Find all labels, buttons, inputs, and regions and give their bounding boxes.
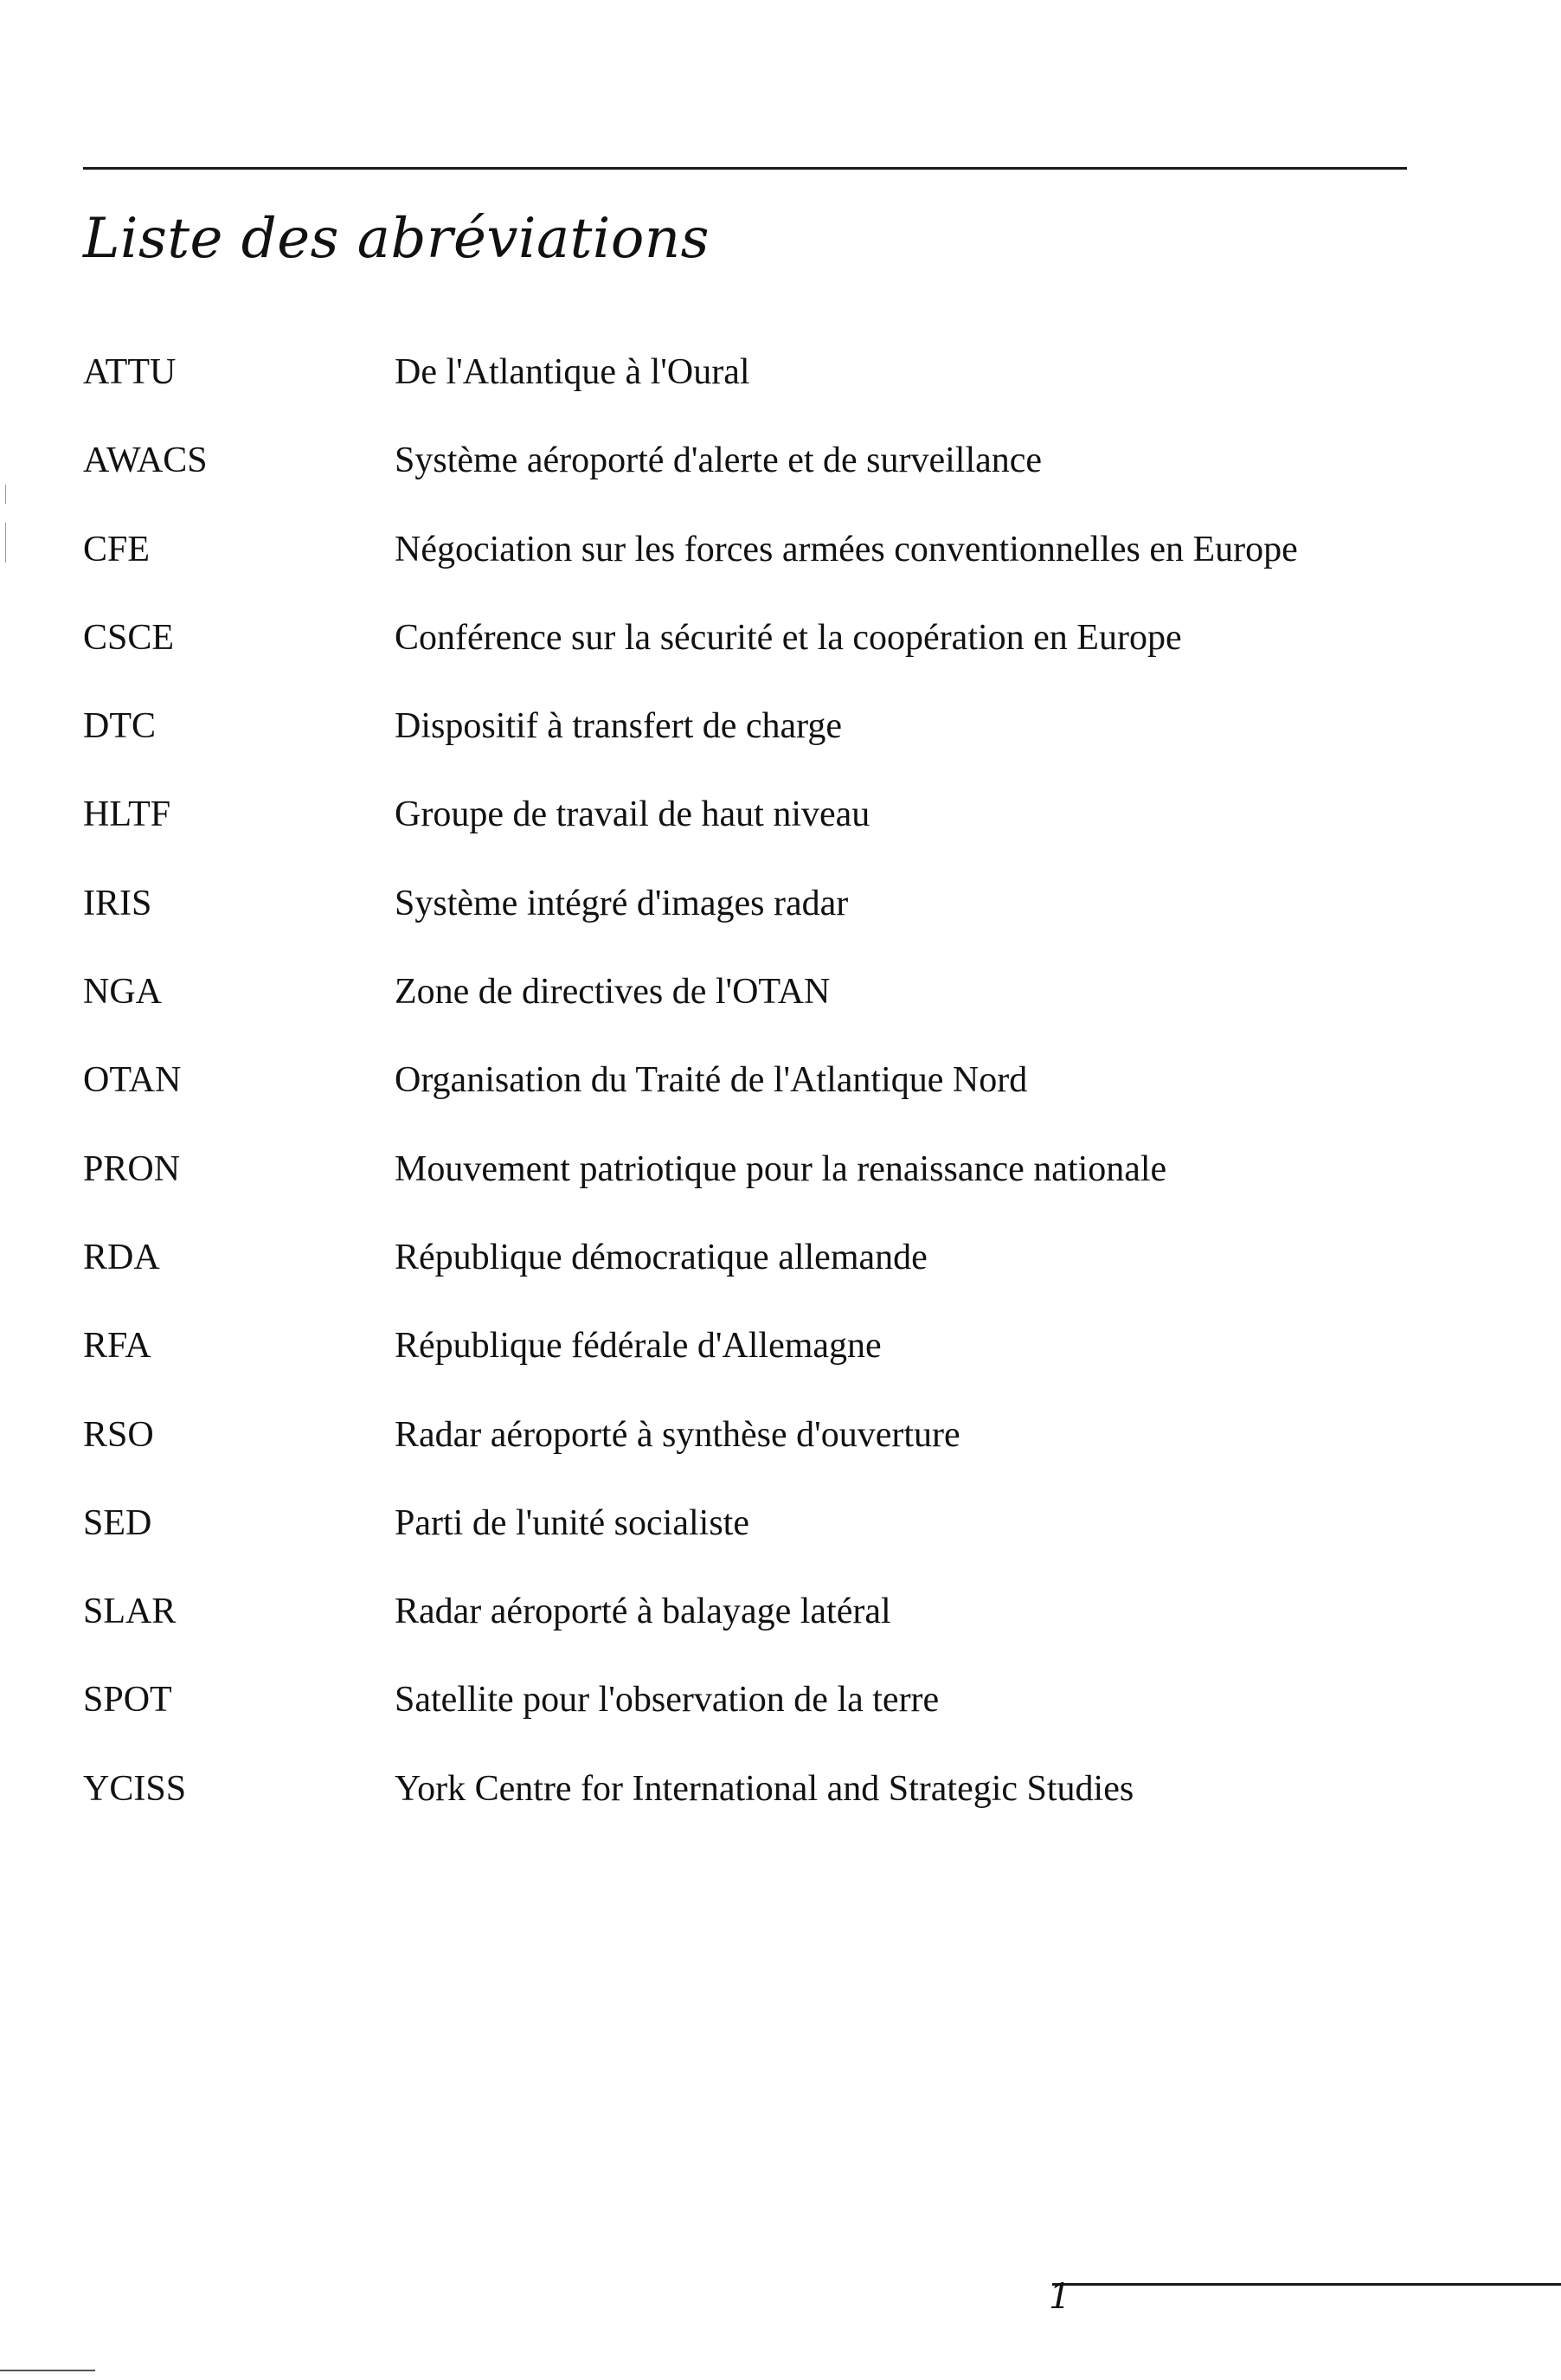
abbreviation-definition: Radar aéroporté à synthèse d'ouverture (395, 1414, 960, 1455)
abbreviation-term: CSCE (83, 617, 175, 658)
abbreviation-term: SLAR (83, 1592, 177, 1632)
abbreviation-list (83, 350, 1433, 1855)
margin-mark (5, 485, 6, 504)
abbreviation-definition: Dispositif à transfert de charge (395, 706, 843, 747)
abbreviation-row (83, 1058, 1433, 1146)
abbreviation-definition: Mouvement patriotique pour la renaissance nationale (395, 1148, 1167, 1189)
abbreviation-term: SED (83, 1502, 152, 1543)
abbreviation-row (83, 350, 1433, 438)
abbreviation-term: HLTF (83, 794, 171, 835)
abbreviation-row (83, 704, 1433, 792)
abbreviation-row (83, 1323, 1433, 1412)
abbreviation-definition: Organisation du Traité de l'Atlantique Nord (395, 1060, 1028, 1101)
footer-rule (1052, 2283, 1561, 2286)
abbreviation-definition: Radar aéroporté à balayage latéral (395, 1592, 891, 1632)
abbreviation-row (83, 792, 1433, 880)
abbreviation-term: RSO (83, 1414, 154, 1455)
abbreviation-row (83, 527, 1433, 615)
abbreviation-row (83, 1766, 1433, 1855)
abbreviation-row (83, 1677, 1433, 1766)
abbreviation-definition: République démocratique allemande (395, 1237, 928, 1277)
page-title: Liste des abréviations (83, 207, 710, 271)
abbreviation-row (83, 1501, 1433, 1589)
abbreviation-row (83, 969, 1433, 1058)
abbreviation-definition: York Centre for International and Strategic Studies (395, 1768, 1134, 1809)
abbreviation-definition: De l'Atlantique à l'Oural (395, 352, 750, 392)
abbreviation-term: AWACS (83, 441, 208, 481)
abbreviation-definition: Conférence sur la sécurité et la coopération en Europe (395, 617, 1182, 658)
abbreviation-term: PRON (83, 1148, 181, 1189)
abbreviation-row (83, 881, 1433, 969)
abbreviation-row (83, 1412, 1433, 1501)
abbreviation-term: RFA (83, 1326, 151, 1367)
abbreviation-definition: Parti de l'unité socialiste (395, 1502, 749, 1543)
abbreviation-definition: Groupe de travail de haut niveau (395, 794, 870, 835)
abbreviation-definition: Négociation sur les forces armées conventionnelles en Europe (395, 529, 1298, 569)
abbreviation-row (83, 1235, 1433, 1323)
abbreviation-definition: Satellite pour l'observation de la terre (395, 1680, 940, 1721)
margin-mark (5, 523, 6, 563)
abbreviation-term: SPOT (83, 1680, 172, 1721)
abbreviation-definition: Système intégré d'images radar (395, 883, 849, 923)
abbreviation-row (83, 1147, 1433, 1235)
abbreviation-term: ATTU (83, 352, 177, 392)
page-number: 1 (1049, 2277, 1071, 2317)
abbreviation-definition: République fédérale d'Allemagne (395, 1326, 882, 1367)
abbreviation-row (83, 1589, 1433, 1677)
abbreviation-definition: Zone de directives de l'OTAN (395, 972, 831, 1013)
abbreviation-term: DTC (83, 706, 156, 747)
abbreviation-term: CFE (83, 529, 151, 569)
top-rule (83, 167, 1407, 170)
abbreviation-row (83, 615, 1433, 704)
abbreviation-row (83, 438, 1433, 526)
corner-rule (0, 2370, 95, 2371)
abbreviation-definition: Système aéroporté d'alerte et de surveillance (395, 441, 1043, 481)
abbreviation-term: YCISS (83, 1768, 187, 1809)
abbreviation-term: OTAN (83, 1060, 182, 1101)
abbreviation-term: IRIS (83, 883, 152, 923)
abbreviation-term: NGA (83, 972, 162, 1013)
abbreviation-term: RDA (83, 1237, 160, 1277)
